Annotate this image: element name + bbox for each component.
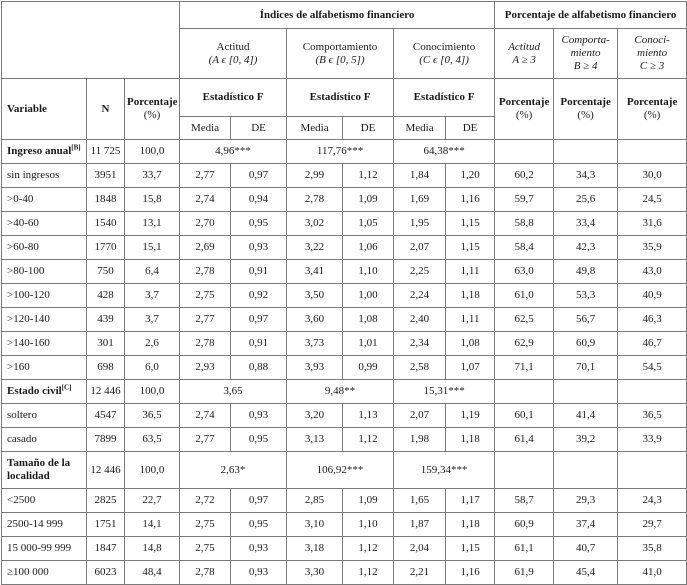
header-row-1 [2,2,687,29]
pct-conocimiento-name1: Conoci- [634,34,670,46]
row-label: <2500 [2,489,87,513]
row-c-m: 2,07 [394,404,446,428]
row-b-m: 3,18 [287,537,343,561]
row-c-de: 1,17 [446,489,495,513]
row-c-m: 1,95 [394,212,446,236]
pct-c-porcentaje: Porcentaje [626,96,678,108]
de-c: DE [446,117,495,140]
section-empty-pb [554,452,618,489]
row-c-de: 1,11 [446,260,495,284]
section-f-conocimiento: 159,34*** [394,452,495,489]
row-b-de: 1,12 [343,537,394,561]
row-n: 4547 [87,404,125,428]
row-pc: 35,9 [618,236,687,260]
table-row [2,513,687,537]
row-pb: 37,4 [554,513,618,537]
porcentaje-unit: (%) [143,109,161,121]
section-pct: 100,0 [125,452,180,489]
row-b-m: 3,60 [287,308,343,332]
row-pb: 41,4 [554,404,618,428]
row-pa: 61,0 [495,284,554,308]
row-a-m: 2,69 [180,236,231,260]
row-b-m: 2,85 [287,489,343,513]
row-a-de: 0,93 [231,236,287,260]
row-b-m: 2,78 [287,188,343,212]
conocimiento-name: Conocimiento [412,40,476,53]
row-label: >160 [2,356,87,380]
row-pb: 56,7 [554,308,618,332]
row-pb: 25,6 [554,188,618,212]
row-pa: 61,4 [495,428,554,452]
section-empty-pa [495,452,554,489]
row-pc: 46,3 [618,308,687,332]
row-c-m: 2,40 [394,308,446,332]
row-pb: 39,2 [554,428,618,452]
pct-a-unit: (%) [515,109,533,121]
row-pa: 71,1 [495,356,554,380]
row-pa: 60,2 [495,164,554,188]
porcentaje-label: Porcentaje [127,96,178,108]
table-row [2,284,687,308]
row-pa: 58,8 [495,212,554,236]
section-f-actitud: 3,65 [180,380,287,404]
pct-comportamiento-header [554,29,618,79]
row-pb: 29,3 [554,489,618,513]
porcentaje-header [125,79,180,140]
pct-conocimiento-name2: miento [637,47,668,59]
pct-b-unit-header [554,79,618,140]
row-c-m: 2,24 [394,284,446,308]
row-b-de: 1,12 [343,428,394,452]
row-c-m: 2,25 [394,260,446,284]
row-a-m: 2,78 [180,561,231,585]
row-c-m: 1,65 [394,489,446,513]
table-row [2,428,687,452]
row-label: ≥100 000 [2,561,87,585]
section-label-text: Estado civil [7,385,62,397]
row-pa: 59,7 [495,188,554,212]
media-b: Media [287,117,343,140]
section-empty-pc [618,452,687,489]
row-pc: 31,6 [618,212,687,236]
row-b-de: 1,01 [343,332,394,356]
row-n: 6023 [87,561,125,585]
row-n: 428 [87,284,125,308]
row-pc: 30,0 [618,164,687,188]
pct-actitud-header [495,29,554,79]
section-label-sup: [B] [71,143,81,152]
pct-comportamiento-name2: miento [570,47,601,59]
section-label [2,452,87,489]
row-pc: 36,5 [618,404,687,428]
section-n: 12 446 [87,452,125,489]
header-empty-cell [2,2,180,79]
row-n: 1540 [87,212,125,236]
row-label: >40-60 [2,212,87,236]
section-empty-pa [495,140,554,164]
table-row [2,188,687,212]
row-a-de: 0,95 [231,513,287,537]
row-n: 439 [87,308,125,332]
row-a-de: 0,88 [231,356,287,380]
section-f-conocimiento: 15,31*** [394,380,495,404]
estadistico-f-a: Estadístico F [180,79,287,117]
row-b-de: 1,09 [343,489,394,513]
row-b-m: 3,20 [287,404,343,428]
row-pct: 15,1 [125,236,180,260]
row-b-de: 1,09 [343,188,394,212]
media-a: Media [180,117,231,140]
table-row [2,356,687,380]
section-empty-pc [618,380,687,404]
section-label [2,140,87,164]
row-c-de: 1,11 [446,308,495,332]
row-pc: 46,7 [618,332,687,356]
row-a-m: 2,74 [180,188,231,212]
row-a-m: 2,74 [180,404,231,428]
row-pa: 61,1 [495,537,554,561]
pct-comportamiento-name1: Comporta- [561,34,610,46]
row-c-de: 1,16 [446,188,495,212]
row-a-m: 2,78 [180,260,231,284]
table-row [2,489,687,513]
row-b-m: 3,13 [287,428,343,452]
section-label-text: Ingreso anual [7,145,72,157]
row-label: sin ingresos [2,164,87,188]
section-pct: 100,0 [125,380,180,404]
row-pct: 6,4 [125,260,180,284]
pct-comportamiento-cond: B ≥ 4 [573,60,598,72]
section-label-line2: localidad [7,470,50,482]
row-b-m: 3,93 [287,356,343,380]
row-b-de: 1,13 [343,404,394,428]
row-a-m: 2,72 [180,489,231,513]
row-pb: 42,3 [554,236,618,260]
row-a-de: 0,95 [231,428,287,452]
row-pa: 60,1 [495,404,554,428]
row-pc: 40,9 [618,284,687,308]
table-row [2,308,687,332]
table-row [2,212,687,236]
row-c-de: 1,15 [446,236,495,260]
pct-a-unit-header [495,79,554,140]
row-label: >80-100 [2,260,87,284]
row-a-m: 2,75 [180,537,231,561]
row-a-de: 0,91 [231,260,287,284]
row-n: 3951 [87,164,125,188]
pct-c-unit: (%) [643,109,661,121]
row-n: 750 [87,260,125,284]
row-c-de: 1,20 [446,164,495,188]
section-row [2,380,687,404]
section-row [2,452,687,489]
row-pc: 33,9 [618,428,687,452]
section-f-actitud: 4,96*** [180,140,287,164]
row-pct: 6,0 [125,356,180,380]
row-label: >140-160 [2,332,87,356]
row-c-de: 1,19 [446,404,495,428]
actitud-range: (A ϵ [0, 4]) [208,53,258,66]
comportamiento-header [287,29,394,79]
row-b-de: 1,08 [343,308,394,332]
row-n: 1847 [87,537,125,561]
row-b-m: 3,10 [287,513,343,537]
row-a-de: 0,95 [231,212,287,236]
row-c-de: 1,15 [446,537,495,561]
actitud-header [180,29,287,79]
row-a-de: 0,91 [231,332,287,356]
table-body [2,2,687,585]
row-a-m: 2,93 [180,356,231,380]
conocimiento-header [394,29,495,79]
row-c-m: 1,87 [394,513,446,537]
row-b-de: 1,00 [343,284,394,308]
estadistico-f-b: Estadístico F [287,79,394,117]
table-row [2,260,687,284]
section-label-sup: [C] [61,383,72,392]
row-b-de: 1,05 [343,212,394,236]
row-pct: 2,6 [125,332,180,356]
row-b-m: 3,30 [287,561,343,585]
row-pct: 15,8 [125,188,180,212]
row-b-m: 3,73 [287,332,343,356]
row-pb: 45,4 [554,561,618,585]
section-empty-pb [554,380,618,404]
section-label-line1: Tamaño de la [7,457,71,469]
row-label: >100-120 [2,284,87,308]
section-f-conocimiento: 64,38*** [394,140,495,164]
section-empty-pa [495,380,554,404]
section-row [2,140,687,164]
row-c-m: 2,34 [394,332,446,356]
section-label [2,380,87,404]
row-c-m: 1,69 [394,188,446,212]
row-pc: 41,0 [618,561,687,585]
section-f-actitud: 2,63* [180,452,287,489]
row-n: 1770 [87,236,125,260]
row-pb: 60,9 [554,332,618,356]
row-c-m: 2,07 [394,236,446,260]
row-pct: 63,5 [125,428,180,452]
pct-b-unit: (%) [577,109,594,121]
row-pct: 3,7 [125,284,180,308]
row-a-de: 0,97 [231,489,287,513]
row-label: 15 000-99 999 [2,537,87,561]
row-a-de: 0,93 [231,537,287,561]
row-pa: 61,9 [495,561,554,585]
row-a-m: 2,77 [180,164,231,188]
row-pb: 70,1 [554,356,618,380]
row-a-m: 2,78 [180,332,231,356]
table-row [2,164,687,188]
row-pct: 3,7 [125,308,180,332]
row-pc: 24,3 [618,489,687,513]
row-label: >0-40 [2,188,87,212]
row-c-de: 1,16 [446,561,495,585]
de-b: DE [343,117,394,140]
pct-actitud-cond: A ≥ 3 [512,53,536,66]
row-a-de: 0,97 [231,164,287,188]
section-f-comportamiento: 9,48** [287,380,394,404]
row-a-de: 0,97 [231,308,287,332]
de-a: DE [231,117,287,140]
section-empty-pc [618,140,687,164]
row-c-de: 1,18 [446,428,495,452]
row-c-m: 1,84 [394,164,446,188]
row-a-de: 0,93 [231,561,287,585]
row-n: 1751 [87,513,125,537]
row-c-de: 1,08 [446,332,495,356]
table-row [2,332,687,356]
row-b-m: 3,41 [287,260,343,284]
row-pct: 14,1 [125,513,180,537]
row-a-de: 0,93 [231,404,287,428]
section-f-comportamiento: 106,92*** [287,452,394,489]
row-a-m: 2,75 [180,513,231,537]
media-c: Media [394,117,446,140]
row-a-de: 0,92 [231,284,287,308]
row-b-m: 3,02 [287,212,343,236]
row-pa: 62,9 [495,332,554,356]
row-pct: 48,4 [125,561,180,585]
row-pct: 13,1 [125,212,180,236]
row-pa: 63,0 [495,260,554,284]
row-c-m: 2,04 [394,537,446,561]
table-row [2,537,687,561]
table-row [2,404,687,428]
row-a-m: 2,75 [180,284,231,308]
section-n: 12 446 [87,380,125,404]
header-row-3 [2,79,687,117]
pct-conocimiento-header [618,29,687,79]
pct-actitud-name: Actitud [508,40,540,53]
n-header: N [87,79,125,140]
row-pct: 22,7 [125,489,180,513]
row-pc: 54,5 [618,356,687,380]
actitud-name: Actitud [216,40,250,53]
row-pa: 60,9 [495,513,554,537]
row-c-de: 1,15 [446,212,495,236]
row-pa: 62,5 [495,308,554,332]
row-pc: 35,8 [618,537,687,561]
row-b-m: 3,50 [287,284,343,308]
row-b-de: 1,12 [343,561,394,585]
row-b-de: 1,06 [343,236,394,260]
row-n: 7899 [87,428,125,452]
row-a-m: 2,77 [180,428,231,452]
row-c-de: 1,18 [446,513,495,537]
row-c-m: 1,98 [394,428,446,452]
row-pct: 33,7 [125,164,180,188]
row-b-m: 3,22 [287,236,343,260]
row-label: >120-140 [2,308,87,332]
row-pb: 40,7 [554,537,618,561]
row-c-de: 1,18 [446,284,495,308]
pct-c-unit-header [618,79,687,140]
row-b-de: 1,12 [343,164,394,188]
row-a-m: 2,77 [180,308,231,332]
row-pb: 49,8 [554,260,618,284]
indices-title: Índices de alfabetismo financiero [180,2,495,29]
row-b-m: 2,99 [287,164,343,188]
row-n: 1848 [87,188,125,212]
table-row [2,236,687,260]
row-b-de: 1,10 [343,513,394,537]
row-pb: 34,3 [554,164,618,188]
comportamiento-name: Comportamiento [302,40,378,53]
row-c-m: 2,21 [394,561,446,585]
row-b-de: 0,99 [343,356,394,380]
row-label: soltero [2,404,87,428]
percent-title: Porcentaje de alfabetismo financiero [495,2,687,29]
row-label: >60-80 [2,236,87,260]
estadistico-f-c: Estadístico F [394,79,495,117]
row-pb: 53,3 [554,284,618,308]
row-pa: 58,4 [495,236,554,260]
row-pct: 14,8 [125,537,180,561]
pct-b-porcentaje: Porcentaje [560,96,611,108]
comportamiento-range: (B ϵ [0, 5]) [315,53,365,66]
row-a-m: 2,70 [180,212,231,236]
section-pct: 100,0 [125,140,180,164]
row-n: 301 [87,332,125,356]
row-n: 2825 [87,489,125,513]
row-a-de: 0,94 [231,188,287,212]
row-b-de: 1,10 [343,260,394,284]
row-pc: 29,7 [618,513,687,537]
row-pa: 58,7 [495,489,554,513]
pct-a-porcentaje: Porcentaje [498,96,550,108]
row-pc: 24,5 [618,188,687,212]
variable-header: Variable [2,79,87,140]
pct-conocimiento-cond: C ≥ 3 [639,60,665,72]
row-pc: 43,0 [618,260,687,284]
row-pct: 36,5 [125,404,180,428]
row-n: 698 [87,356,125,380]
section-f-comportamiento: 117,76*** [287,140,394,164]
section-empty-pb [554,140,618,164]
row-label: 2500-14 999 [2,513,87,537]
conocimiento-range: (C ϵ [0, 4]) [419,53,469,66]
row-label: casado [2,428,87,452]
section-n: 11 725 [87,140,125,164]
row-c-m: 2,58 [394,356,446,380]
row-c-de: 1,07 [446,356,495,380]
row-pb: 33,4 [554,212,618,236]
financial-literacy-table [1,1,687,585]
